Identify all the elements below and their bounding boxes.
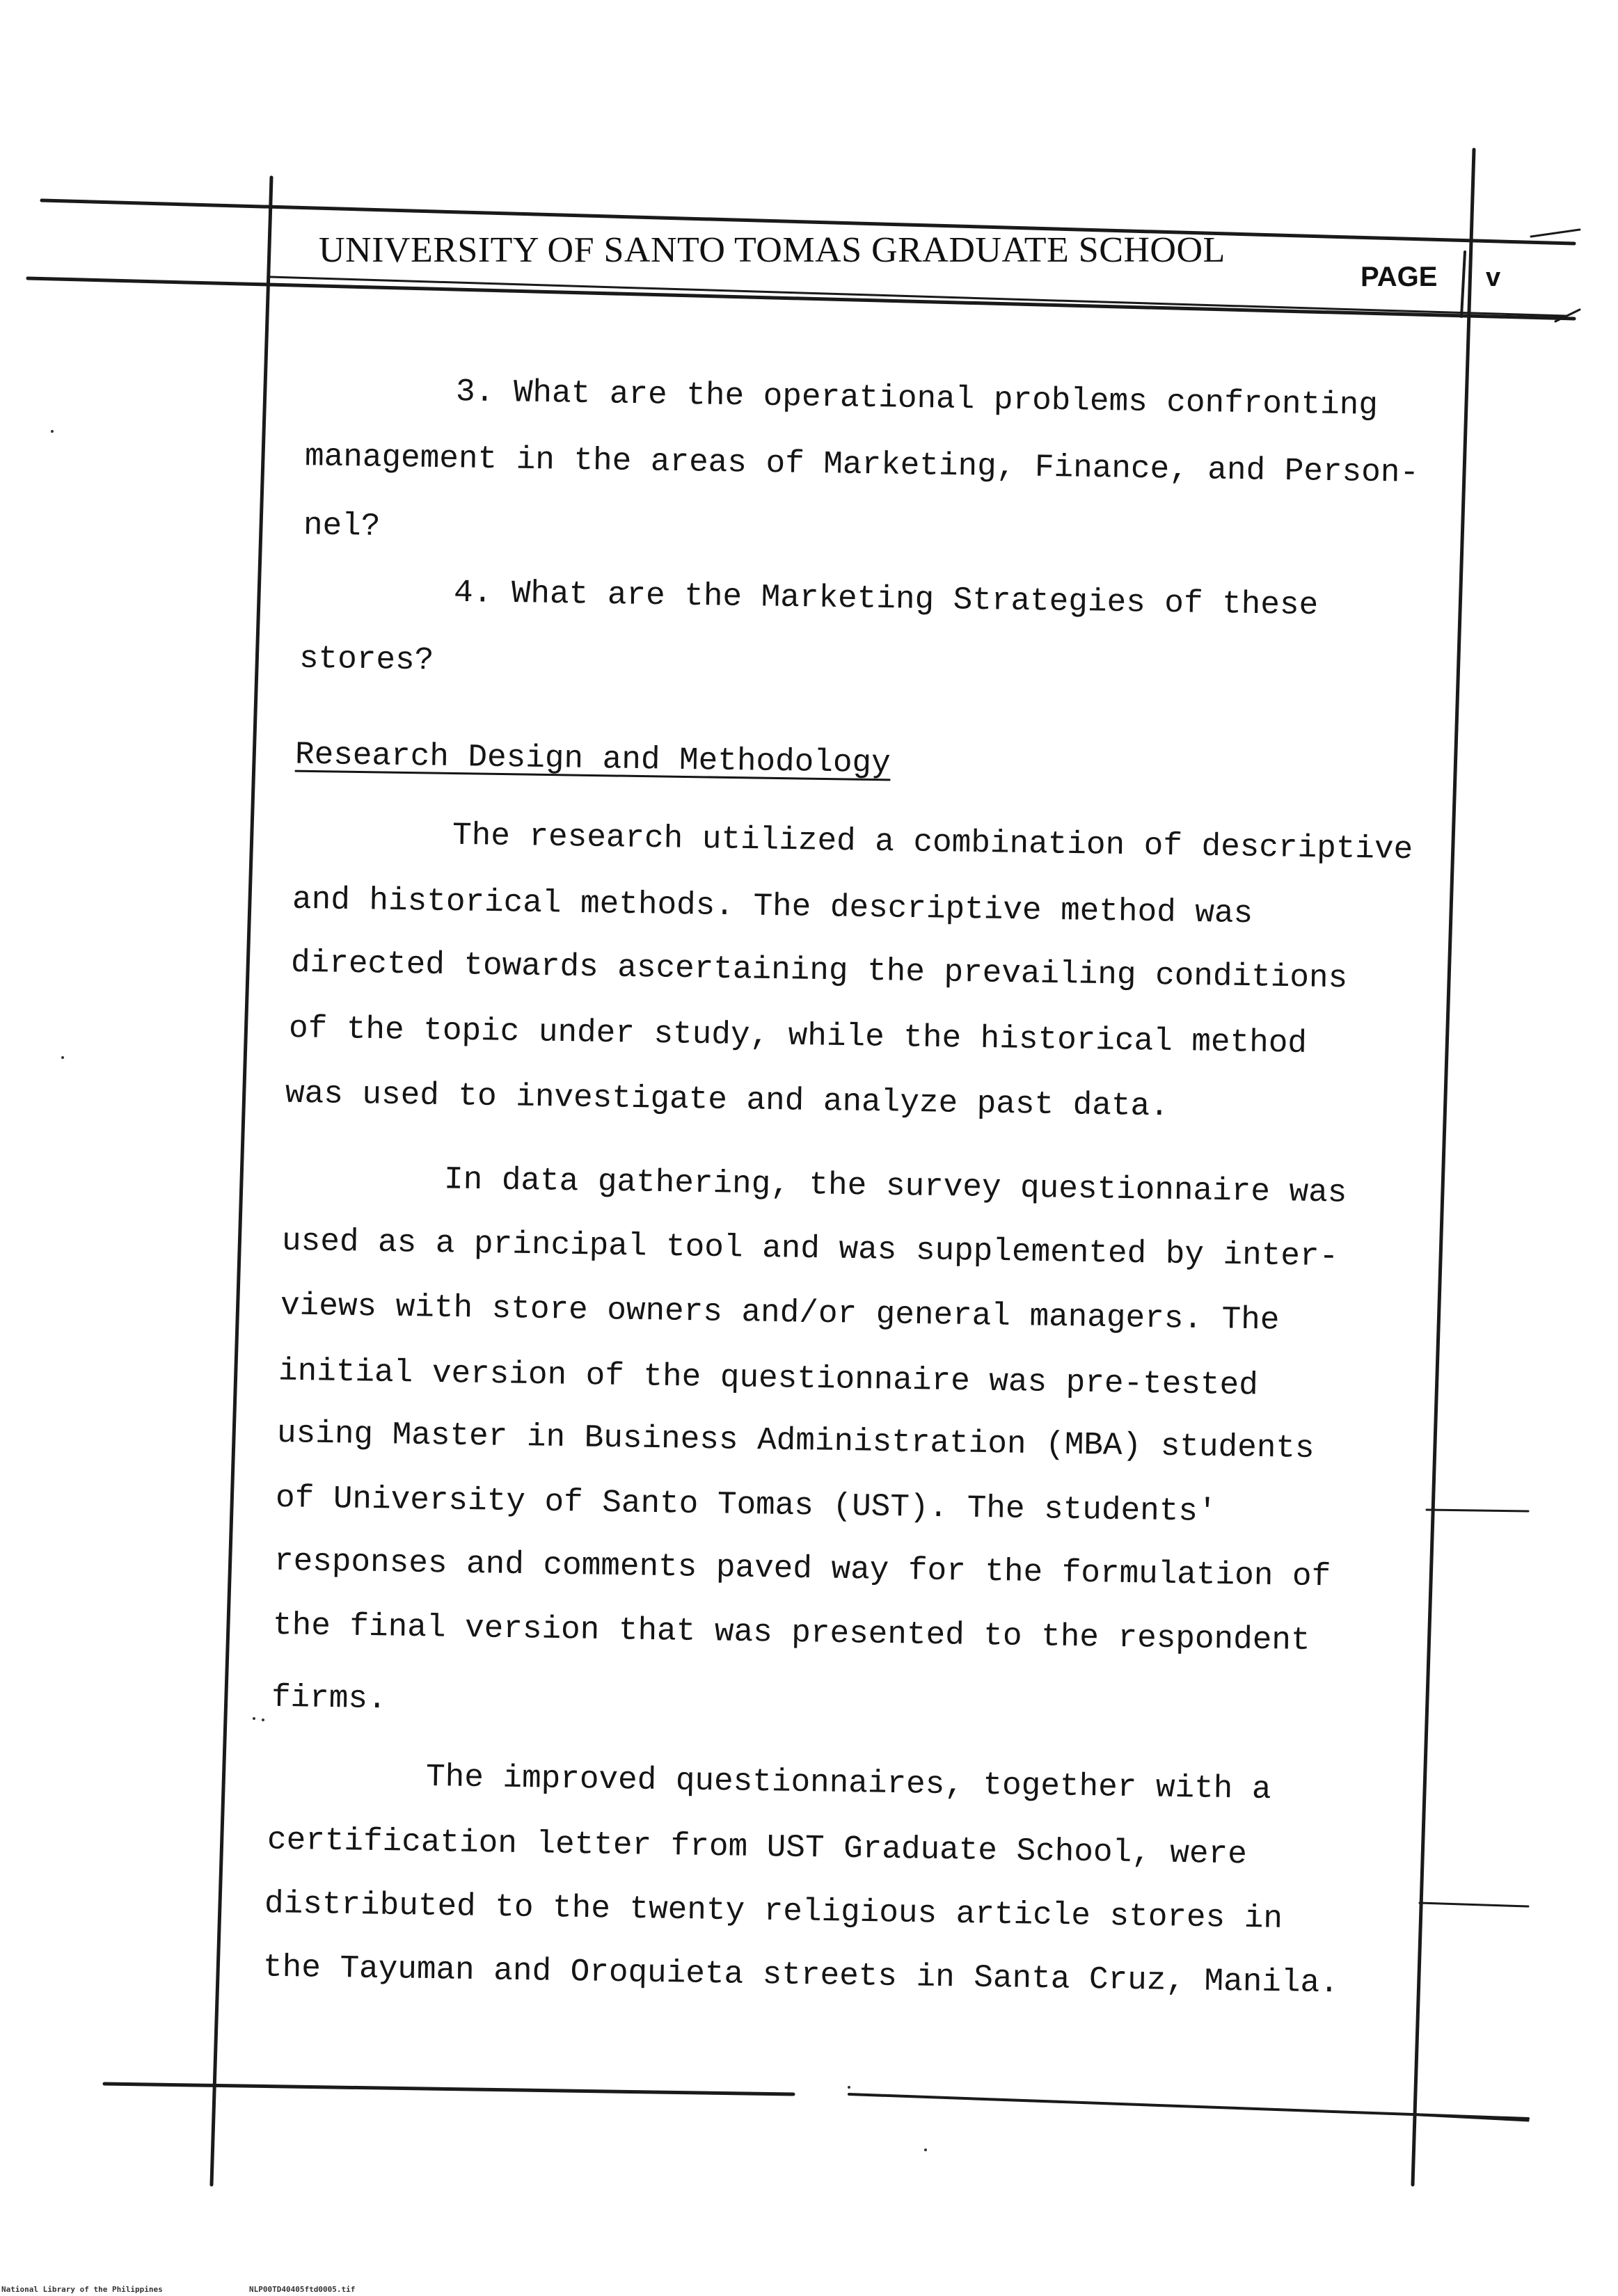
footer-file-id: NLP00TD40405ftd0005.tif <box>249 2285 356 2294</box>
text-line: the Tayuman and Oroquieta streets in Santa Cruz, Manila. <box>262 1949 1340 2002</box>
text-line: used as a principal tool and was supplemented by inter- <box>281 1222 1339 1275</box>
footer-source: National Library of the Philippines <box>1 2285 163 2294</box>
text-line: In data gathering, the survey questionnaire was <box>443 1161 1347 1211</box>
text-line: views with store owners and/or general managers. The <box>280 1287 1280 1339</box>
text-line: of University of Santo Tomas (UST). The students' <box>275 1479 1217 1531</box>
text-line: directed towards ascertaining the prevailing conditions <box>290 944 1348 997</box>
text-line: The research utilized a combination of descriptive <box>452 817 1413 868</box>
text-line: 3. What are the operational problems confronting <box>455 374 1379 424</box>
text-line: firms. <box>271 1679 388 1718</box>
section-heading: Research Design and Methodology <box>294 736 891 782</box>
text-line: certification letter from UST Graduate School, were <box>267 1821 1248 1873</box>
text-line: nel? <box>303 507 381 545</box>
text-line: using Master in Business Administration (MBA) students <box>276 1414 1315 1467</box>
text-line: the final version that was presented to the respondent <box>272 1607 1310 1659</box>
text-line: initial version of the questionnaire was pre-tested <box>278 1353 1259 1404</box>
text-line: distributed to the twenty religious article stores in <box>264 1886 1283 1937</box>
text-line: responses and comments paved way for the formulation of <box>273 1542 1331 1595</box>
page-header-title: UNIVERSITY OF SANTO TOMAS GRADUATE SCHOOL <box>319 230 1226 270</box>
text-line: of the topic under study, while the historical method <box>288 1010 1308 1062</box>
page-label: PAGE <box>1361 262 1438 292</box>
text-line: 4. What are the Marketing Strategies of these <box>453 574 1319 624</box>
text-line: The improved questionnaires, together with a <box>425 1758 1271 1808</box>
text-line: stores? <box>299 640 434 679</box>
text-line: management in the areas of Marketing, Finance, and Person- <box>304 438 1420 491</box>
text-line: and historical methods. The descriptive method was <box>292 881 1253 932</box>
text-line: was used to investigate and analyze past data. <box>285 1075 1170 1125</box>
page-number: v <box>1486 263 1501 292</box>
